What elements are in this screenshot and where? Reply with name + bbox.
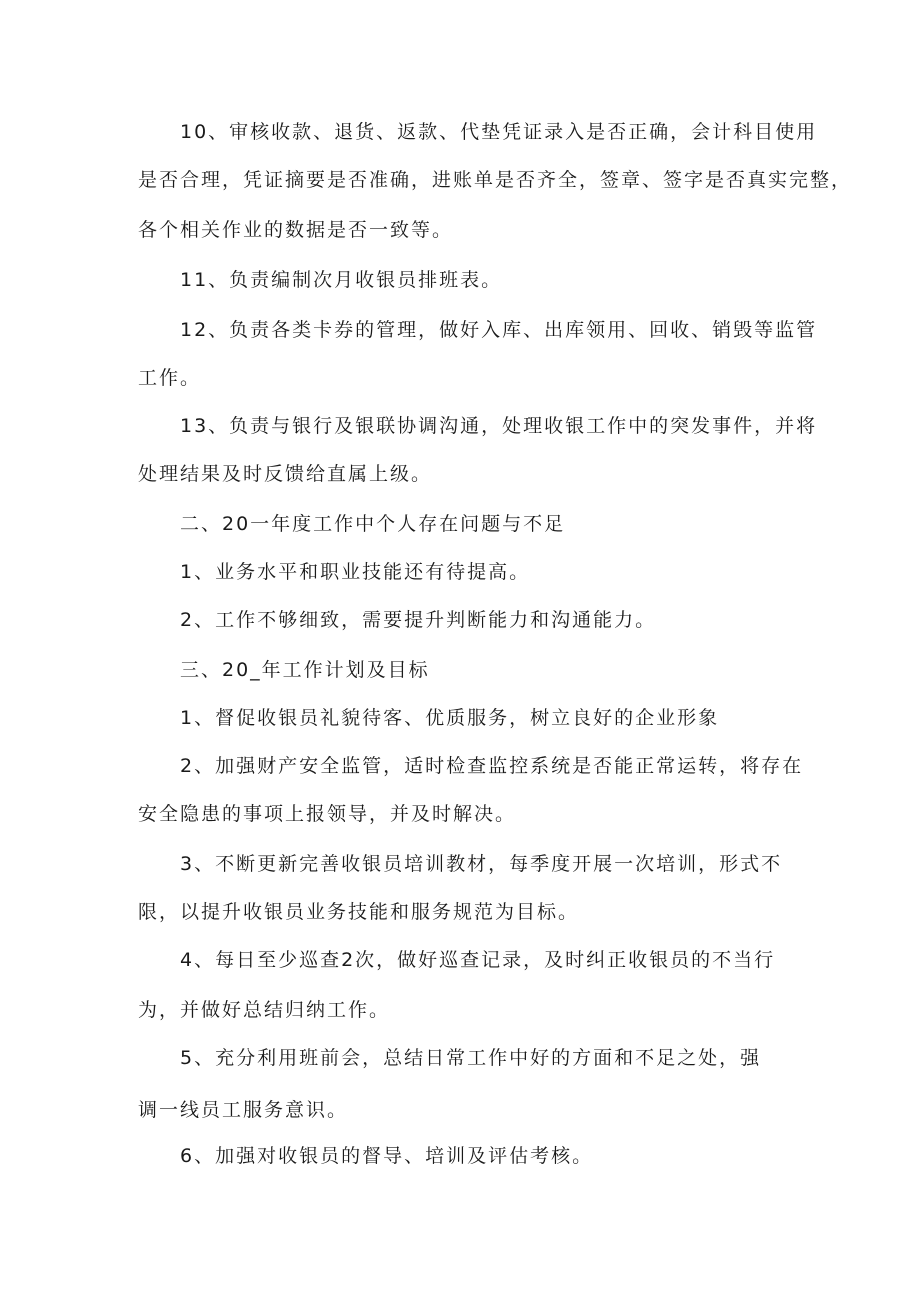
text-line-7: 13、负责与银行及银联协调沟通，处理收银工作中的突发事件，并将	[180, 415, 818, 437]
text-line-4: 11、负责编制次月收银员排班表。	[180, 269, 503, 291]
text-line-22: 6、加强对收银员的督导、培训及评估考核。	[180, 1145, 594, 1167]
text-line-16: 3、不断更新完善收银员培训教材，每季度开展一次培训，形式不	[180, 853, 783, 875]
text-line-6: 工作。	[138, 367, 202, 389]
text-line-17: 限，以提升收银员业务技能和服务规范为目标。	[138, 901, 580, 923]
text-line-20: 5、充分利用班前会，总结日常工作中好的方面和不足之处，强	[180, 1047, 762, 1069]
text-line-11: 2、工作不够细致，需要提升判断能力和沟通能力。	[180, 609, 657, 631]
text-line-10: 1、业务水平和职业技能还有待提高。	[180, 561, 531, 583]
text-line-14: 2、加强财产安全监管，适时检查监控系统是否能正常运转，将存在	[180, 755, 804, 777]
text-line-2: 是否合理，凭证摘要是否准确，进账单是否齐全，签章、签字是否真实完整，	[138, 169, 853, 191]
text-line-18: 4、每日至少巡查2次，做好巡查记录，及时纠正收银员的不当行	[180, 949, 776, 971]
text-line-15: 安全隐患的事项上报领导，并及时解决。	[138, 803, 517, 825]
text-line-3: 各个相关作业的数据是否一致等。	[138, 219, 454, 241]
text-line-8: 处理结果及时反馈给直属上级。	[138, 463, 433, 485]
text-line-1: 10、审核收款、退货、返款、代垫凭证录入是否正确，会计科目使用	[180, 121, 818, 143]
text-line-21: 调一线员工服务意识。	[138, 1099, 349, 1121]
text-line-12: 三、20_年工作计划及目标	[180, 659, 430, 681]
text-line-19: 为，并做好总结归纳工作。	[138, 999, 391, 1021]
text-line-5: 12、负责各类卡券的管理，做好入库、出库领用、回收、销毁等监管	[180, 319, 818, 341]
text-line-13: 1、督促收银员礼貌待客、优质服务，树立良好的企业形象	[180, 707, 720, 729]
text-line-9: 二、20一年度工作中个人存在问题与不足	[180, 513, 566, 535]
